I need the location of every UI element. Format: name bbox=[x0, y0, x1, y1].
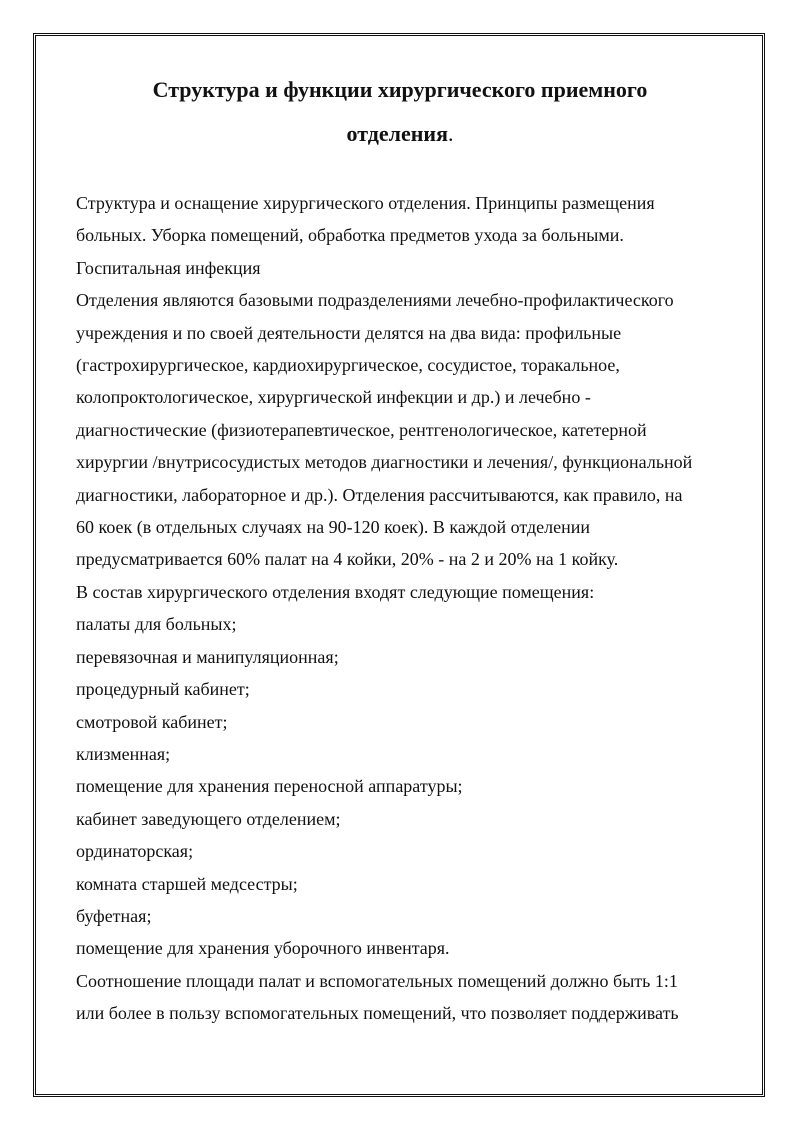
text-line: 60 коек (в отдельных случаях на 90-120 коек). В каждой отделении bbox=[76, 517, 591, 538]
title-dot: . bbox=[447, 121, 454, 146]
list-item: буфетная; bbox=[76, 905, 152, 926]
list-item: смотровой кабинет; bbox=[76, 711, 228, 732]
text-line: предусматривается 60% палат на 4 койки, 20% - на 2 и 20% на 1 койку. bbox=[76, 549, 619, 570]
text-line: больных. Уборка помещений, обработка предметов ухода за больными. bbox=[76, 225, 624, 246]
list-item: помещение для хранения уборочного инвентаря. bbox=[76, 938, 450, 959]
list-item: ординаторская; bbox=[76, 841, 194, 862]
text-line: Соотношение площади палат и вспомогательных помещений должно быть 1:1 bbox=[76, 970, 678, 991]
text-line: (гастрохирургическое, кардиохирургическое, сосудистое, торакальное, bbox=[76, 355, 620, 376]
document-title bbox=[40, 68, 760, 156]
text-line: В состав хирургического отделения входят следующие помещения: bbox=[76, 581, 595, 602]
list-item: клизменная; bbox=[76, 743, 171, 764]
text-line: диагностики, лабораторное и др.). Отделения рассчитываются, как правило, на bbox=[76, 484, 683, 505]
list-item: палаты для больных; bbox=[76, 614, 237, 635]
text-line: колопроктологическое, хирургической инфекции и др.) и лечебно - bbox=[76, 387, 591, 408]
list-item: помещение для хранения переносной аппаратуры; bbox=[76, 776, 463, 797]
text-line: Госпитальная инфекция bbox=[76, 257, 261, 278]
list-item: кабинет заведующего отделением; bbox=[76, 808, 341, 829]
text-line: диагностические (физиотерапевтическое, рентгенологическое, катетерной bbox=[76, 419, 647, 440]
text-line: Структура и оснащение хирургического отделения. Принципы размещения bbox=[76, 193, 655, 213]
list-item: перевязочная и манипуляционная; bbox=[76, 646, 339, 667]
text-line: Отделения являются базовыми подразделениями лечебно-профилактического bbox=[76, 290, 674, 311]
title-line-1: Структура и функции хирургического приемного bbox=[152, 77, 648, 102]
text-line: или более в пользу вспомогательных помещений, что позволяет поддерживать bbox=[76, 1003, 679, 1024]
text-line: учреждения и по своей деятельности делятся на два вида: профильные bbox=[76, 322, 622, 343]
list-item: комната старшей медсестры; bbox=[76, 873, 298, 894]
document-body bbox=[76, 187, 736, 1030]
text-line: хирургии /внутрисосудистых методов диагностики и лечения/, функциональной bbox=[76, 452, 693, 473]
title-line-2: отделения bbox=[346, 121, 448, 146]
list-item: процедурный кабинет; bbox=[76, 679, 250, 700]
